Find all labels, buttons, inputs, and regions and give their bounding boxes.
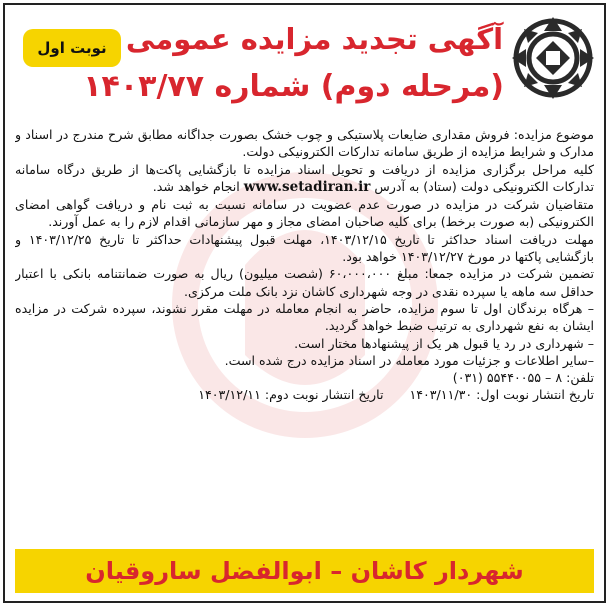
first-round-badge: نوبت اول [23,29,121,67]
procedure-paragraph [15,161,594,197]
details-paragraph: –سایر اطلاعات و جزئیات مورد معامله در اسناد مزایده درج شده است. [224,352,594,368]
mayor-signature-bar: شهردار کاشان – ابوالفضل سارو‌قیان [15,549,594,593]
notice-body [15,126,594,541]
procedure-text: کلیه مراحل برگزاری مزایده از دریافت و تحویل اسناد مزایده تا بازگشایی پاکت‌ها از طریق درگاه سامانه تدارکات الکترونیکی دولت (ستاد) به آدرس [15,161,594,194]
guarantee-paragraph: تضمین شرکت در مزایده جمعا: مبلغ ۶۰،۰۰۰،۰۰۰ (شصت میلیون) ریال به صورت ضمانتنامه بانکی با اعتبار حداقل سه ماهه یا سپرده نقدی در وجه شهرداری کاشان نزد بانک ملت مرکزی. [15,266,594,299]
first-publish-date: تاریخ انتشار نوبت اول: ۱۴۰۳/۱۱/۳۰ [409,387,594,403]
second-publish-date: تاریخ انتشار نوبت دوم: ۱۴۰۳/۱۲/۱۱ [198,387,384,403]
subject-paragraph: موضوع مزایده: فروش مقداری ضایعات پلاستیکی و چوب خشک بصورت جداگانه مطابق شرح مندرج در اسناد و مدارک و شرایط مزایده از طریق سامانه تدارکات الکترونیکی دولت. [15,127,594,160]
registration-paragraph: متقاضیان شرکت در مزایده در صورت عدم عضویت در سامانه نسبت به ثبت نام و دریافت گواهی امضای الکترونیکی (به صورت برخط) برای کلیه صاحبان امضای مجاز و مهر سازمانی اقدام لازم را به عمل آورند. [15,197,594,230]
notice-title: آگهی تجدید مزایده عمومی [125,22,504,56]
deadlines-paragraph: مهلت دریافت اسناد حداکثر تا تاریخ ۱۴۰۳/۱۲/۱۵، مهلت قبول پیشنهادات حداکثر تا تاریخ ۱۴۰۳/۱۲/۲۵ و بازگشایی پاکتها در مورخ ۱۴۰۳/۱۲/۲۷ خواهد بود. [15,231,594,265]
setadiran-link[interactable]: www.setadiran.ir [243,178,371,195]
winners-paragraph: – هرگاه برندگان اول تا سوم مزایده، حاضر به انجام معامله در مهلت مقرر نشوند، سپرده شرکت در مزایده ایشان به نفع شهرداری به ترتیب ضبط خواهد گردید. [15,300,594,334]
kashan-municipality-emblem-icon [510,15,596,101]
notice-number: (مرحله دوم) شماره ۱۴۰۳/۷۷ [83,69,504,104]
rights-paragraph: – شهرداری در رد یا قبول هر یک از پیشنهادها مختار است. [294,335,594,351]
procedure-text-end: انجام خواهد شد. [152,178,240,194]
publish-dates [15,386,594,403]
phone-line: تلفن: ۸ – ۵۵۴۴۰۰۵۵ (۰۳۱) [452,370,594,386]
notice-frame [3,3,606,603]
